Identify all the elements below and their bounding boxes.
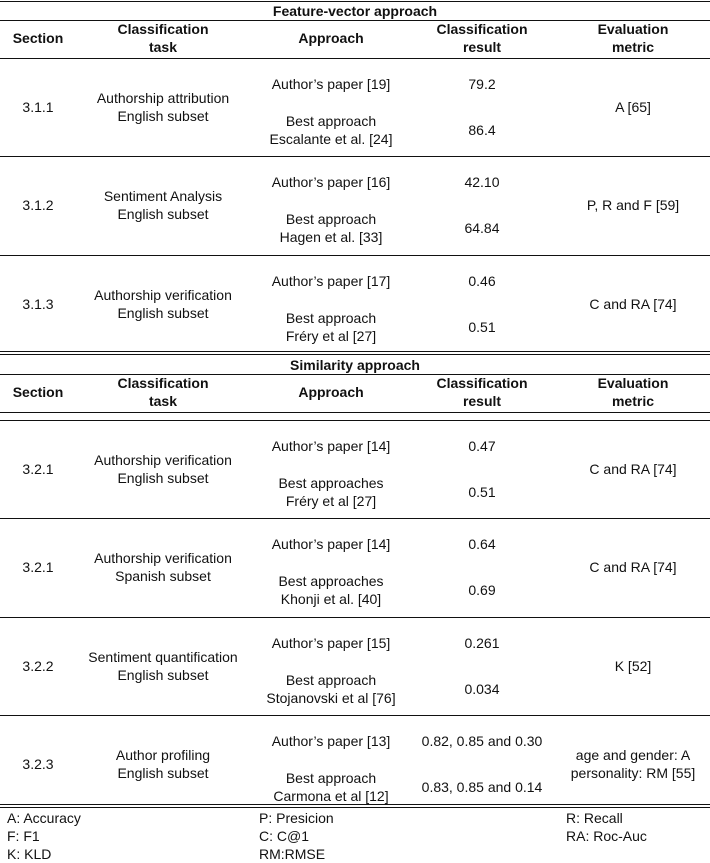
header-result-line: result: [462, 39, 502, 55]
header-task-line: Classification: [117, 21, 209, 37]
legend-entry: P: Presicion: [259, 810, 334, 826]
header-section: Section: [12, 384, 64, 400]
row-approach-best: [246, 112, 416, 148]
row-result-best: 86.4: [468, 122, 496, 138]
row-task-line: English subset: [117, 305, 209, 321]
row-result-authors: 0.261: [464, 635, 500, 651]
row-section-number: 3.1.2: [22, 197, 54, 213]
row-approach-best-line: Best approaches: [278, 573, 384, 589]
row-task-line: Sentiment quantification: [88, 649, 238, 665]
row-approach-best: [246, 572, 416, 608]
header-task-line: task: [148, 393, 178, 409]
row-metric-line: P, R and F [59]: [586, 197, 680, 213]
row-approach-best-line: Hagen et al. [33]: [279, 229, 383, 245]
row-task-line: English subset: [117, 108, 209, 124]
rule-line: [0, 156, 710, 157]
rule-line: [0, 518, 710, 519]
row-metric-line: personality: RM [55]: [570, 765, 696, 781]
legend-entry: C: C@1: [259, 828, 309, 844]
header-task: [68, 20, 258, 56]
header-result: [407, 374, 557, 410]
rule-line: [0, 255, 710, 256]
row-approach-best: [246, 309, 416, 345]
rule-line: [0, 351, 710, 352]
feature-section-title: Feature-vector approach: [272, 3, 438, 19]
row-metric: [556, 98, 710, 116]
row-metric: [556, 295, 710, 313]
row-approach-best: [246, 210, 416, 246]
header-approach: Approach: [298, 30, 364, 46]
row-result-best: 0.51: [468, 319, 496, 335]
rule-line: [0, 617, 710, 618]
legend-entry: R: Recall: [566, 810, 623, 826]
row-result-authors: 79.2: [468, 76, 496, 92]
row-approach-best-line: Fréry et al [27]: [285, 493, 377, 509]
header-metric: [556, 374, 710, 410]
row-task-line: English subset: [117, 765, 209, 781]
row-result-authors: 0.46: [468, 273, 496, 289]
row-task-line: English subset: [117, 667, 209, 683]
row-result-best: 0.69: [468, 582, 496, 598]
row-approach-best-line: Best approach: [285, 770, 377, 786]
legend-entry: A: Accuracy: [7, 810, 81, 826]
row-section-number: 3.1.3: [22, 296, 54, 312]
rule-line: [0, 807, 710, 808]
row-approach-authors: Author’s paper [15]: [271, 635, 391, 651]
row-metric-line: C and RA [74]: [589, 296, 677, 312]
row-approach-authors: Author’s paper [14]: [271, 536, 391, 552]
row-metric: [556, 196, 710, 214]
row-metric: [556, 657, 710, 675]
row-task-line: Authorship verification: [94, 287, 232, 303]
row-task: [68, 89, 258, 125]
row-result-authors: 42.10: [464, 174, 500, 190]
row-metric: [556, 746, 710, 782]
row-approach-best-line: Best approach: [285, 211, 377, 227]
legend-entry: F: F1: [7, 828, 40, 844]
row-metric-line: C and RA [74]: [589, 559, 677, 575]
row-task-line: Author profiling: [115, 747, 211, 763]
row-metric-line: A [65]: [615, 99, 651, 115]
row-approach-best-line: Best approaches: [278, 475, 384, 491]
row-task: [68, 286, 258, 322]
rule-line: [0, 420, 710, 421]
row-approach-best: [246, 671, 416, 707]
rule-line: [0, 412, 710, 413]
row-approach-best: [246, 769, 416, 805]
row-approach-best-line: Stojanovski et al [76]: [266, 690, 396, 706]
header-task: [68, 374, 258, 410]
row-task: [68, 549, 258, 585]
row-approach-best-line: Best approach: [285, 310, 377, 326]
row-task-line: Authorship verification: [94, 452, 232, 468]
row-result-best: 64.84: [464, 220, 500, 236]
row-task: [68, 451, 258, 487]
row-metric: [556, 558, 710, 576]
row-approach-authors: Author’s paper [16]: [271, 174, 391, 190]
similarity-section-title: Similarity approach: [290, 357, 420, 373]
row-approach-authors: Author’s paper [13]: [271, 733, 391, 749]
row-task: [68, 648, 258, 684]
legend-entry: K: KLD: [7, 846, 52, 862]
row-result-best: 0.83, 0.85 and 0.14: [421, 779, 543, 795]
rule-line: [0, 1, 710, 2]
header-result: [407, 20, 557, 56]
row-approach-authors: Author’s paper [17]: [271, 273, 391, 289]
row-result-best: 0.034: [464, 681, 500, 697]
row-task-line: Sentiment Analysis: [103, 188, 223, 204]
legend-entry: RA: Roc-Auc: [566, 828, 647, 844]
row-approach-best-line: Fréry et al [27]: [285, 328, 377, 344]
row-task: [68, 746, 258, 782]
row-section-number: 3.2.3: [22, 756, 54, 772]
header-result-line: Classification: [436, 375, 528, 391]
row-approach-best: [246, 474, 416, 510]
header-metric-line: metric: [611, 39, 655, 55]
row-task-line: Authorship verification: [94, 550, 232, 566]
row-approach-best-line: Escalante et al. [24]: [269, 131, 393, 147]
header-result-line: Classification: [436, 21, 528, 37]
row-section-number: 3.2.2: [22, 658, 54, 674]
row-approach-best-line: Carmona et al [12]: [273, 788, 389, 804]
row-task: [68, 187, 258, 223]
row-metric-line: K [52]: [614, 658, 652, 674]
row-result-authors: 0.82, 0.85 and 0.30: [421, 733, 543, 749]
row-metric-line: age and gender: A: [575, 747, 691, 763]
row-section-number: 3.2.1: [22, 461, 54, 477]
header-result-line: result: [462, 393, 502, 409]
row-section-number: 3.2.1: [22, 559, 54, 575]
row-result-authors: 0.47: [468, 438, 496, 454]
row-section-number: 3.1.1: [22, 99, 54, 115]
row-approach-best-line: Best approach: [285, 113, 377, 129]
row-result-best: 0.51: [468, 484, 496, 500]
header-section: Section: [12, 30, 64, 46]
row-approach-authors: Author’s paper [19]: [271, 76, 391, 92]
row-approach-authors: Author’s paper [14]: [271, 438, 391, 454]
header-metric-line: Evaluation: [597, 21, 669, 37]
row-task-line: English subset: [117, 206, 209, 222]
row-approach-best-line: Khonji et al. [40]: [280, 591, 382, 607]
row-metric-line: C and RA [74]: [589, 461, 677, 477]
row-task-line: English subset: [117, 470, 209, 486]
header-task-line: Classification: [117, 375, 209, 391]
row-task-line: Spanish subset: [115, 568, 211, 584]
header-metric-line: metric: [611, 393, 655, 409]
row-task-line: Authorship attribution: [96, 90, 230, 106]
rule-line: [0, 58, 710, 59]
rule-line: [0, 715, 710, 716]
header-approach: Approach: [298, 384, 364, 400]
row-result-authors: 0.64: [468, 536, 496, 552]
rule-line: [0, 804, 710, 805]
rule-line: [0, 354, 710, 355]
header-task-line: task: [148, 39, 178, 55]
row-metric: [556, 460, 710, 478]
legend-entry: RM:RMSE: [259, 846, 326, 862]
header-metric: [556, 20, 710, 56]
header-metric-line: Evaluation: [597, 375, 669, 391]
row-approach-best-line: Best approach: [285, 672, 377, 688]
